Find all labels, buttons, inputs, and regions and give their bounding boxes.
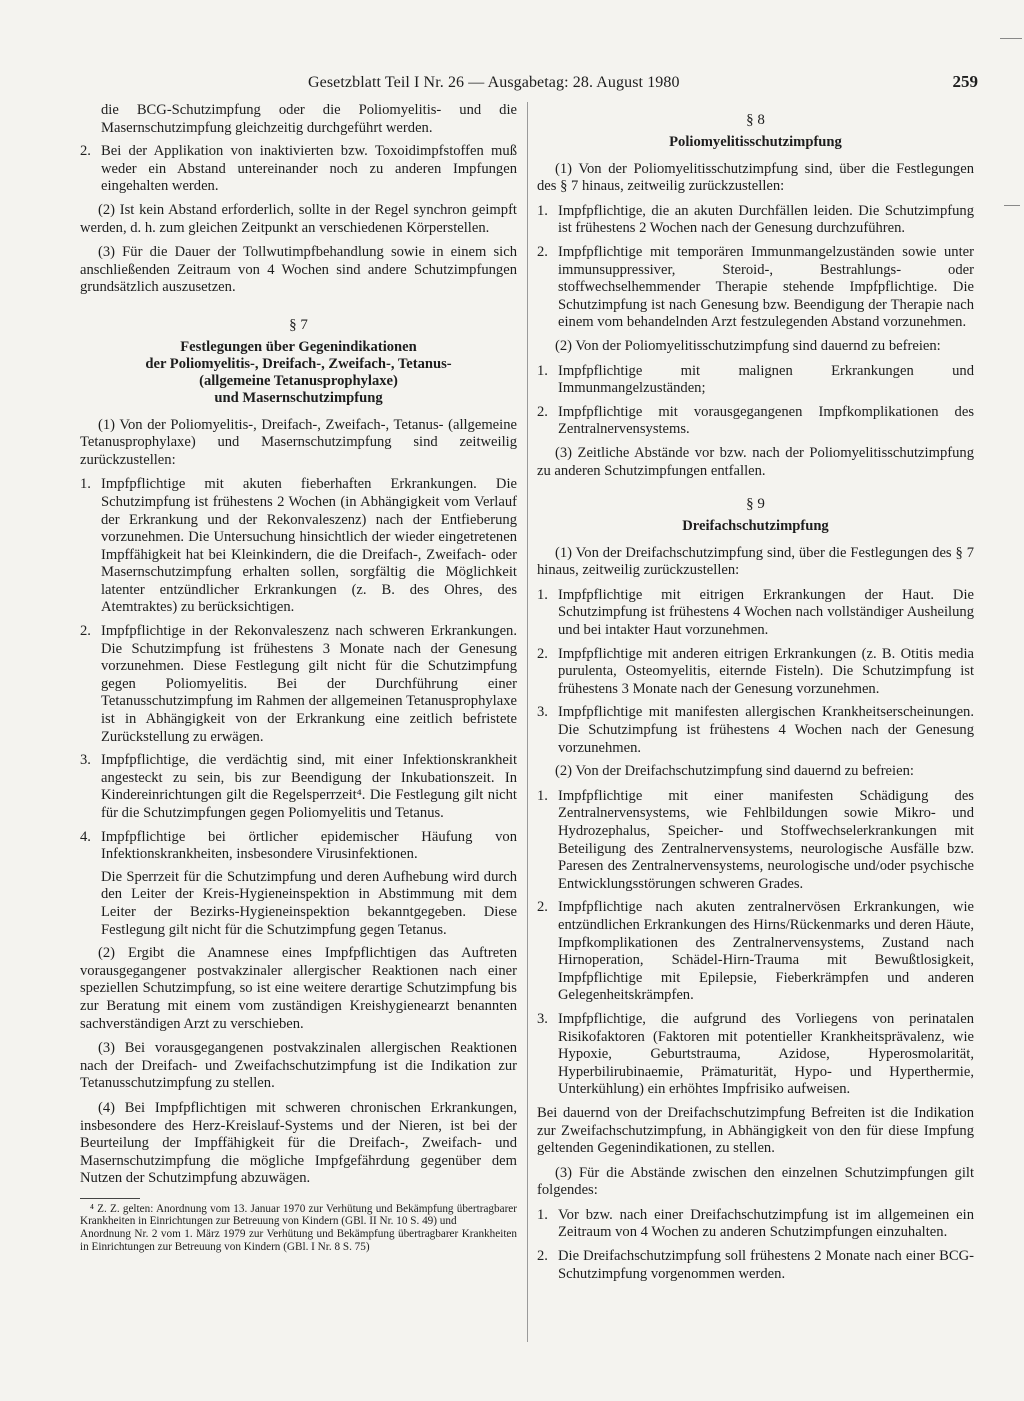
section-number: § 9 xyxy=(746,496,765,513)
list-item: 1. Impfpflichtige mit akuten fieberhaften Erkrankungen. Die Schutzimpfung ist frühestens 2 Wochen (in Abhängigkeit vom Verlauf der Erkrankung und der Rekonvaleszenz) nach der Entfieberung vorzunehmen. Die Untersuchung hinsichtlich der wieder eingetretenen Impffähigkeit hat bei Kleinkindern, die die Dreifach-, Zweifach- oder Masernschutzimpfung erhalten sollen, sorgfältig die Möglichkeit latenter entzündlicher Erkrankungen (z. B. des Ohres, des Atemtraktes) zu berücksichtigen. xyxy=(80,476,517,616)
paragraph: (2) Von der Poliomyelitisschutzimpfung sind dauernd zu befreien: xyxy=(555,337,941,354)
page-number: 259 xyxy=(952,72,978,91)
list-item: 1. Impfpflichtige mit einer manifesten Schädigung des Zentralnervensystems, wie Fehlbildungen sowie Mikro- und Hydrozephalus, Speicher- und Stoffwechselerkrankungen mit Beteiligung des Zentralnervensystems, neurologische Ausfälle bzw. Paresen des Zentralnervensystems, neurologische und/oder psychische Entwicklungsstörungen schweren Grades. xyxy=(537,787,974,892)
continued-item-text: die BCG-Schutzimpfung oder die Poliomyelitis- und die Masernschutzimpfung gleichzeitig durchgeführt werden. xyxy=(101,102,517,136)
paragraph: (1) Von der Poliomyelitis-, Dreifach-, Zweifach-, Tetanus- (allgemeine Tetanusprophylaxe) und Masernschutzimpfung sind zeitweilig zurückzustellen: xyxy=(80,416,517,468)
list-item: 1. Impfpflichtige mit eitrigen Erkrankungen der Haut. Die Schutzimpfung ist frühestens 4 Wochen nach vollständiger Ausheilung und bei intakter Haut vorzunehmen. xyxy=(537,586,974,639)
paragraph: (1) Von der Poliomyelitisschutzimpfung sind, über die Festlegungen des § 7 hinaus, zeitweilig zurückzustellen: xyxy=(537,160,974,195)
margin-mark xyxy=(1004,205,1020,206)
paragraph: (2) Ergibt die Anamnese eines Impfpflichtigen das Auftreten vorausgegangener postvakzinaler allergischer Reaktionen nach einer speziellen Schutzimpfung, so ist eine weitere derartige Schutzimpfung bis zur Beratung mit einem vom zuständigen Kreishygienearzt benannten sachverständigen Arzt zu verschieben. xyxy=(80,945,517,1032)
list-item: 2. Impfpflichtige nach akuten zentralnervösen Erkrankungen, wie entzündlichen Erkrankungen des Hirns/Rückenmarks und deren Häute, Impfkomplikationen des Zentralnervensystems, Zustand nach Hirnoperation, Schädel-Hirn-Trauma mit Bewußtlosigkeit, Impfpflichtige mit Epilepsie, Fieberkrämpfen und anderen Gelegenheitskrämpfen. xyxy=(537,899,974,1004)
paragraph: (4) Bei Impfpflichtigen mit schweren chronischen Erkrankungen, insbesondere des Herz-Kreislauf-Systems und der Nieren, ist bei der Beurteilung der Impffähigkeit für die Dreifach-, Zweifach- und Masernschutzimpfung die mögliche Impfgefährdung gegenüber dem Nutzen der Schutzimpfung abzuwägen. xyxy=(80,1099,517,1187)
list-item: 3. Impfpflichtige, die aufgrund des Vorliegens von perinatalen Risikofaktoren (Faktoren mit potentieller Krankheitsprävalenz, wie Hypoxie, Geburtstrauma, Azidose, Hyperosmolarität, Hyperbilirubinaemie, Prämaturität, Hypo- und Hyperthermie, Unterkühlung) ein erhöhtes Impfrisiko aufweisen. xyxy=(537,1010,974,1098)
right-column xyxy=(537,102,974,1289)
section-title: Festlegungen über Gegenindikationen der Poliomyelitis-, Dreifach-, Zweifach-, Tetanus- (allgemeine Tetanusprophylaxe) und Masernschutzimpfung xyxy=(145,338,452,406)
section-number: § 7 xyxy=(289,316,308,333)
list-item: 3. Impfpflichtige, die verdächtig sind, mit einer Infektionskrankheit angesteckt zu sein, bis zur Beendigung der Inkubationszeit. In Kindereinrichtungen gilt die Regelsperrzeit⁴. Die Festlegung gilt nicht für die Schutzimpfungen gegen Poliomyelitis und Tetanus. xyxy=(80,752,517,821)
list-item: 2. Impfpflichtige mit anderen eitrigen Erkrankungen (z. B. Otitis media purulenta, Osteomyelitis, eiternde Fisteln). Die Schutzimpfung ist frühestens 3 Monate nach der Genesung vorzunehmen. xyxy=(537,645,974,697)
paragraph: (3) Bei vorausgegangenen postvakzinalen allergischen Reaktionen nach der Dreifach- und Zweifachschutzimpfung ist die Indikation zur Tetanusschutzimpfung zu stellen. xyxy=(80,1040,517,1092)
section-title: Dreifachschutzimpfung xyxy=(682,517,829,534)
list-item: 2. Die Dreifachschutzimpfung soll frühestens 2 Monate nach einer BCG-Schutzimpfung vorgenommen werden. xyxy=(537,1248,974,1282)
footnote: ⁴ Z. Z. gelten: Anordnung vom 13. Januar 1970 zur Verhütung und Bekämpfung übertragbarer Krankheiten in Einrichtungen zur Betreuung von Kindern (GBl. II Nr. 10 S. 49) und Anordnung Nr. 2 vom 1. März 1979 zur Verhütung und Bekämpfung übertragbarer Krankheiten in Einrichtungen zur Betreuung von Kindern (GBl. I Nr. 8 S. 75) xyxy=(80,1202,517,1253)
footnote-rule xyxy=(80,1198,140,1199)
list-item: 2. Impfpflichtige mit vorausgegangenen Impfkomplikationen des Zentralnervensystems. xyxy=(537,403,974,438)
margin-mark xyxy=(1000,38,1022,39)
paragraph: (3) Für die Abstände zwischen den einzelnen Schutzimpfungen gilt folgendes: xyxy=(537,1164,974,1199)
paragraph: (2) Von der Dreifachschutzimpfung sind dauernd zu befreien: xyxy=(555,763,914,780)
section-title: Poliomyelitisschutzimpfung xyxy=(669,133,842,150)
running-head: Gesetzblatt Teil I Nr. 26 — Ausgabetag: 28. August 1980 xyxy=(308,74,680,91)
list-item: 1. Impfpflichtige, die an akuten Durchfällen leiden. Die Schutzimpfung ist frühestens 2 Wochen nach der Genesung durchzuführen. xyxy=(537,202,974,237)
list-item: 2. Impfpflichtige in der Rekonvaleszenz nach schweren Erkrankungen. Die Schutzimpfung ist frühestens 3 Monate nach der Genesung vorzunehmen. Diese Festlegung gilt nicht für die Schutzimpfung gegen Poliomyelitis. Bei der Durchführung einer Tetanusschutzimpfung im Rahmen der allgemeinen Tetanusprophylaxe ist in Abhängigkeit von der Erkrankung eine zeitlich befristete Zurückstellung zu erwägen. xyxy=(80,623,517,745)
list-item: 2. Impfpflichtige mit temporären Immunmangelzuständen sowie unter immunsuppressiver, Steroid-, Bestrahlungs- oder stoffwechselhemmender Therapie stehende Impfpflichtige. Die Schutzimpfung ist nach Genesung bzw. Beendigung der Therapie nach einem vom behandelnden Arzt festzulegenden Abstand vorzunehmen. xyxy=(537,243,974,331)
list-item: 4. Impfpflichtige bei örtlicher epidemischer Häufung von Infektionskrankheiten, insbesondere Virusinfektionen. Die Sperrzeit für die Schutzimpfung und deren Aufhebung wird durch den Leiter der Kreis-Hygieneinspektion in Abstimmung mit dem Leiter der Bezirks-Hygieneinspektion bekanntgegeben. Diese Festlegung gilt nicht für die Schutzimpfung gegen Tetanus. xyxy=(80,828,517,938)
list-item: 1. Impfpflichtige mit malignen Erkrankungen und Immunmangelzuständen; xyxy=(537,362,974,397)
paragraph: (3) Zeitliche Abstände vor bzw. nach der Poliomyelitisschutzimpfung zu anderen Schutzimpfungen entfallen. xyxy=(537,444,974,479)
paragraph: (3) Für die Dauer der Tollwutimpfbehandlung sowie in einem sich anschließenden Zeitraum von 4 Wochen sind andere Schutzimpfungen grundsätzlich auszusetzen. xyxy=(80,244,517,296)
page-header xyxy=(250,72,982,94)
paragraph: (2) Ist kein Abstand erforderlich, sollte in der Regel synchron geimpft werden, d. h. zum gleichen Zeitpunkt an verschiedenen Körperstellen. xyxy=(80,201,517,236)
paragraph: (1) Von der Dreifachschutzimpfung sind, über die Festlegungen des § 7 hinaus, zeitweilig zurückzustellen: xyxy=(537,544,974,579)
list-item: 2. Bei der Applikation von inaktivierten bzw. Toxoidimpfstoffen muß weder ein Abstand untereinander noch zu anderen Impfungen eingehalten werden. xyxy=(80,143,517,195)
list-item: 3. Impfpflichtige mit manifesten allergischen Krankheitserscheinungen. Die Schutzimpfung ist frühestens 4 Wochen nach der Genesung vorzunehmen. xyxy=(537,704,974,756)
left-column xyxy=(80,102,517,1253)
section-number: § 8 xyxy=(746,112,765,128)
column-divider xyxy=(527,102,528,1342)
list-item: 1. Vor bzw. nach einer Dreifachschutzimpfung ist im allgemeinen ein Zeitraum von 4 Wochen zu anderen Schutzimpfungen einzuhalten. xyxy=(537,1206,974,1241)
paragraph: Bei dauernd von der Dreifachschutzimpfung Befreiten ist die Indikation zur Zweifachschutzimpfung, in Abhängigkeit von den für diese Impfung geltenden Gegenindikationen, zu stellen. xyxy=(537,1104,974,1157)
